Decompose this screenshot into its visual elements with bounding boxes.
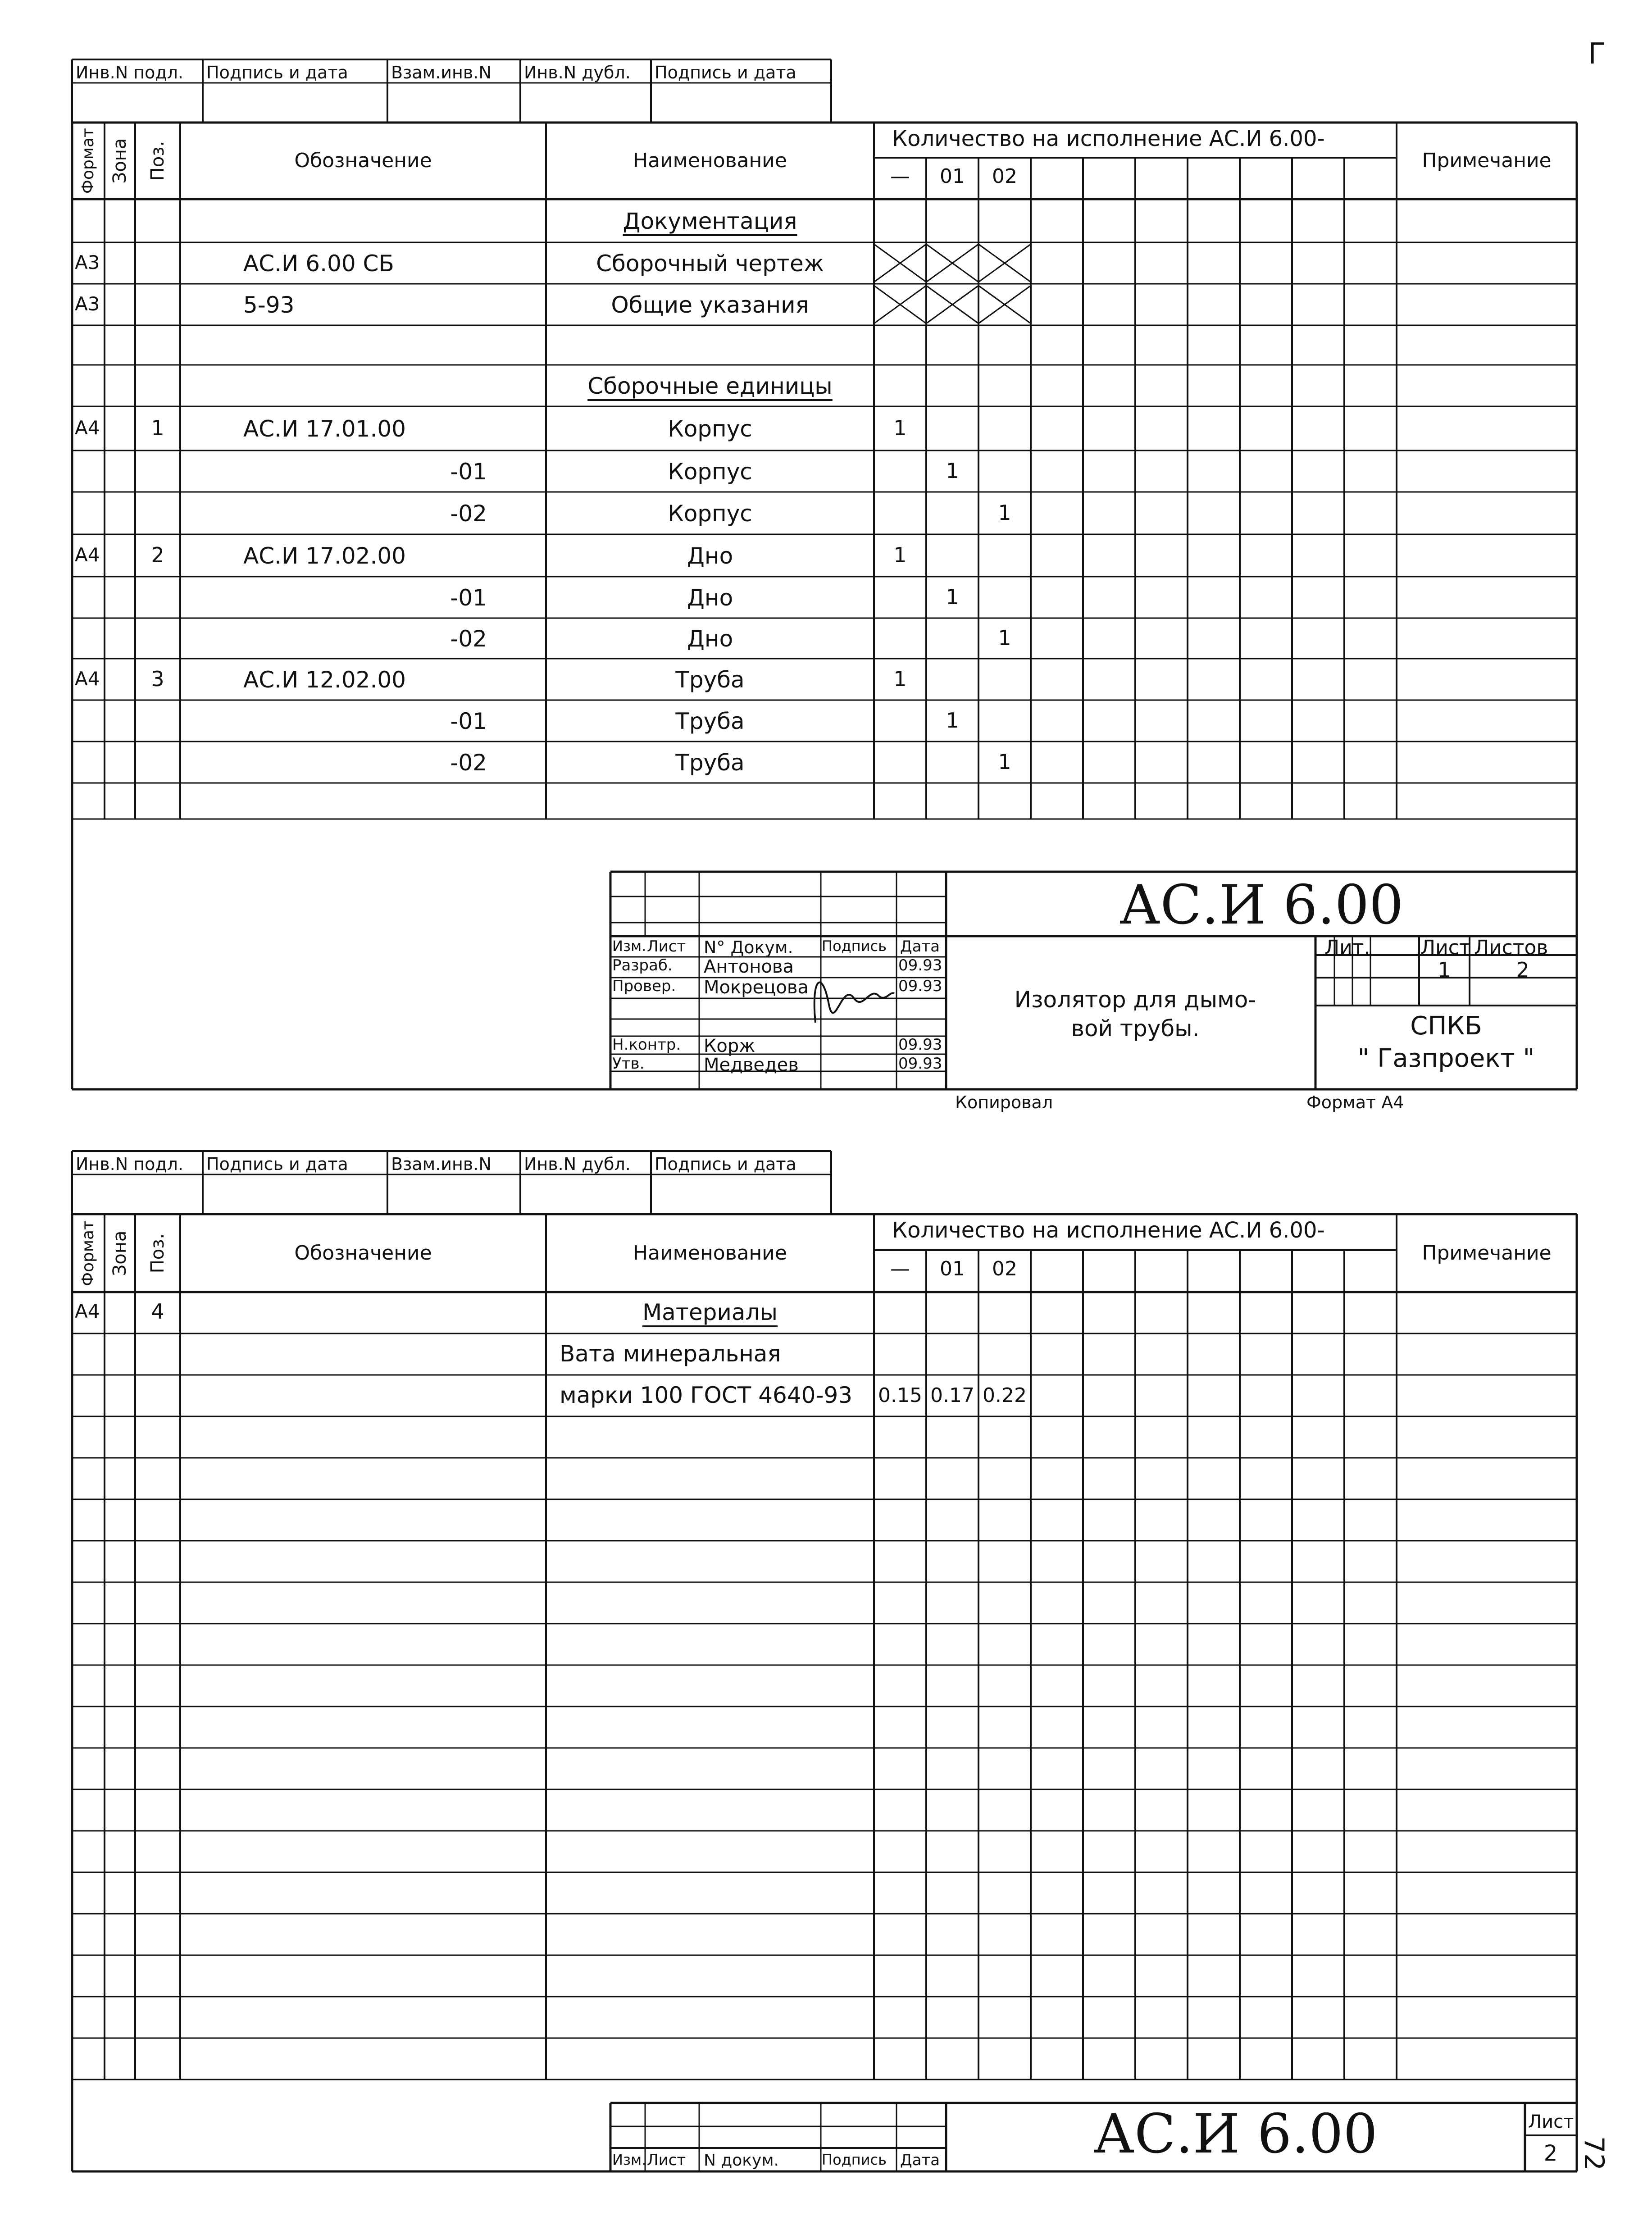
row-qty: 1 [946,585,959,609]
role-label: Разраб. [612,956,673,974]
row-designation: АС.И 6.00 СБ [243,250,394,277]
sheets-count: 2 [1516,958,1529,982]
row-designation: -01 [450,585,487,611]
qty-col-base-header: — [890,1257,910,1280]
row-designation: -01 [450,708,487,734]
label-podp: Подпись [822,937,887,955]
row-qty: 1 [893,543,907,567]
row-position: 1 [151,416,164,440]
row-position: 4 [151,1299,164,1324]
role-name: Медведев [704,1055,799,1075]
col-pos-header: Поз. [147,141,168,181]
format-label: Формат А4 [1306,1092,1404,1112]
col-note-header: Примечание [1422,149,1552,172]
row-name: Дно [687,585,733,611]
row-qty: 1 [998,501,1011,525]
col-format-header: Формат [79,127,97,194]
role-date: 09.93 [898,1036,942,1054]
label-podp: Подпись [822,2151,887,2168]
row-qty: 0.22 [983,1384,1027,1407]
row-designation: АС.И 12.02.00 [243,667,406,693]
sheet-number: 1 [1438,958,1451,982]
label-list: Лист [647,937,686,956]
strip-label: Подпись и дата [655,1154,796,1174]
row-name: Дно [687,543,733,569]
sheet-label: Лист [1420,936,1471,959]
titleblock-code: АС.И 6.00 [1119,874,1404,937]
row-designation: АС.И 17.01.00 [243,416,406,442]
row-qty: 1 [893,416,907,440]
row-name: Сборочные единицы [587,373,833,399]
row-name: Корпус [668,501,752,527]
row-format: А3 [75,293,100,315]
row-position: 3 [151,667,164,691]
row-qty: 1 [946,708,959,733]
strip-label: Подпись и дата [655,63,796,82]
row-name: Труба [675,667,745,693]
row-qty: 1 [998,750,1011,774]
org-line2: " Газпроект " [1357,1044,1535,1073]
strip-label: Подпись и дата [206,1154,348,1174]
row-format: А4 [75,544,100,566]
qty-col-02-header: 02 [992,165,1017,188]
row-name: Труба [675,708,745,734]
col-pos-header: Поз. [147,1233,168,1273]
role-name: Мокрецова [704,977,809,998]
strip-label: Инв.N дубл. [524,1154,631,1174]
row-designation: -02 [450,626,487,652]
qty-col-02-header: 02 [992,1257,1017,1280]
qty-col-01-header: 01 [940,165,965,188]
row-format: А4 [75,417,100,439]
col-format-header: Формат [79,1220,97,1286]
col-name-header: Наименование [633,149,787,172]
role-label: Утв. [612,1055,645,1073]
sheet-number: 2 [1543,2141,1558,2166]
label-data: Дата [900,2151,940,2169]
row-name: Материалы [642,1299,778,1325]
label-data: Дата [900,937,940,956]
role-date: 09.93 [898,956,942,974]
label-ndoc: N° Докум. [704,937,793,957]
strip-label: Взам.инв.N [391,63,492,82]
col-zone-header: Зона [109,1230,130,1276]
label-izm: Изм. [612,937,646,955]
strip-label: Инв.N подл. [76,1154,183,1174]
strip-label: Подпись и дата [206,63,348,82]
col-note-header: Примечание [1422,1241,1552,1265]
row-qty: 1 [946,459,959,483]
role-label: Н.контр. [612,1036,681,1054]
sheet-label: Лист [1528,2112,1574,2132]
row-designation: АС.И 17.02.00 [243,543,406,569]
row-name: Вата минеральная [560,1341,781,1367]
row-name: Общие указания [611,292,809,318]
page-number: 72 [1578,2136,1610,2171]
row-qty: 0.15 [878,1384,922,1407]
col-qty-header: Количество на исполнение АС.И 6.00- [892,126,1325,151]
col-qty-header: Количество на исполнение АС.И 6.00- [892,1218,1325,1243]
row-format: А4 [75,668,100,690]
row-designation: -02 [450,750,487,776]
role-label: Провер. [612,977,676,995]
row-name: Корпус [668,416,752,442]
role-name: Корж [704,1036,755,1056]
row-designation: -02 [450,501,487,527]
row-name: Дно [687,626,733,652]
strip-label: Инв.N дубл. [524,63,631,82]
row-designation: 5-93 [243,292,295,318]
role-date: 09.93 [898,1055,942,1073]
row-designation: -01 [450,459,487,485]
corner-mark: Г [1588,37,1606,71]
role-date: 09.93 [898,977,942,995]
col-designation-header: Обозначение [294,149,432,172]
role-name: Антонова [704,956,794,977]
org-line1: СПКБ [1410,1011,1482,1041]
lit-label: Лит. [1324,936,1370,959]
col-zone-header: Зона [109,138,130,184]
qty-col-01-header: 01 [940,1257,965,1280]
col-designation-header: Обозначение [294,1241,432,1265]
row-position: 2 [151,543,164,567]
col-name-header: Наименование [633,1241,787,1265]
row-qty: 1 [998,626,1011,650]
titleblock-title-line1: Изолятор для дымо- [1014,987,1256,1013]
row-name: Документация [623,208,797,234]
titleblock-title-line2: вой трубы. [1071,1015,1200,1042]
row-format: А4 [75,1300,100,1322]
titleblock-code: АС.И 6.00 [1093,2103,1378,2166]
strip-label: Взам.инв.N [391,1154,492,1174]
row-qty: 0.17 [930,1384,974,1407]
row-name: Корпус [668,459,752,485]
row-qty: 1 [893,667,907,691]
row-name: Труба [675,750,745,776]
row-name: Сборочный чертеж [596,250,824,277]
label-list: Лист [647,2151,686,2169]
row-name: марки 100 ГОСТ 4640-93 [560,1382,853,1408]
copied-label: Копировал [955,1092,1053,1112]
qty-col-base-header: — [890,165,910,188]
row-format: А3 [75,251,100,273]
strip-label: Инв.N подл. [76,63,183,82]
sheets-label: Листов [1474,936,1548,959]
label-izm: Изм. [612,2151,646,2168]
label-ndoc: N докум. [704,2151,779,2170]
